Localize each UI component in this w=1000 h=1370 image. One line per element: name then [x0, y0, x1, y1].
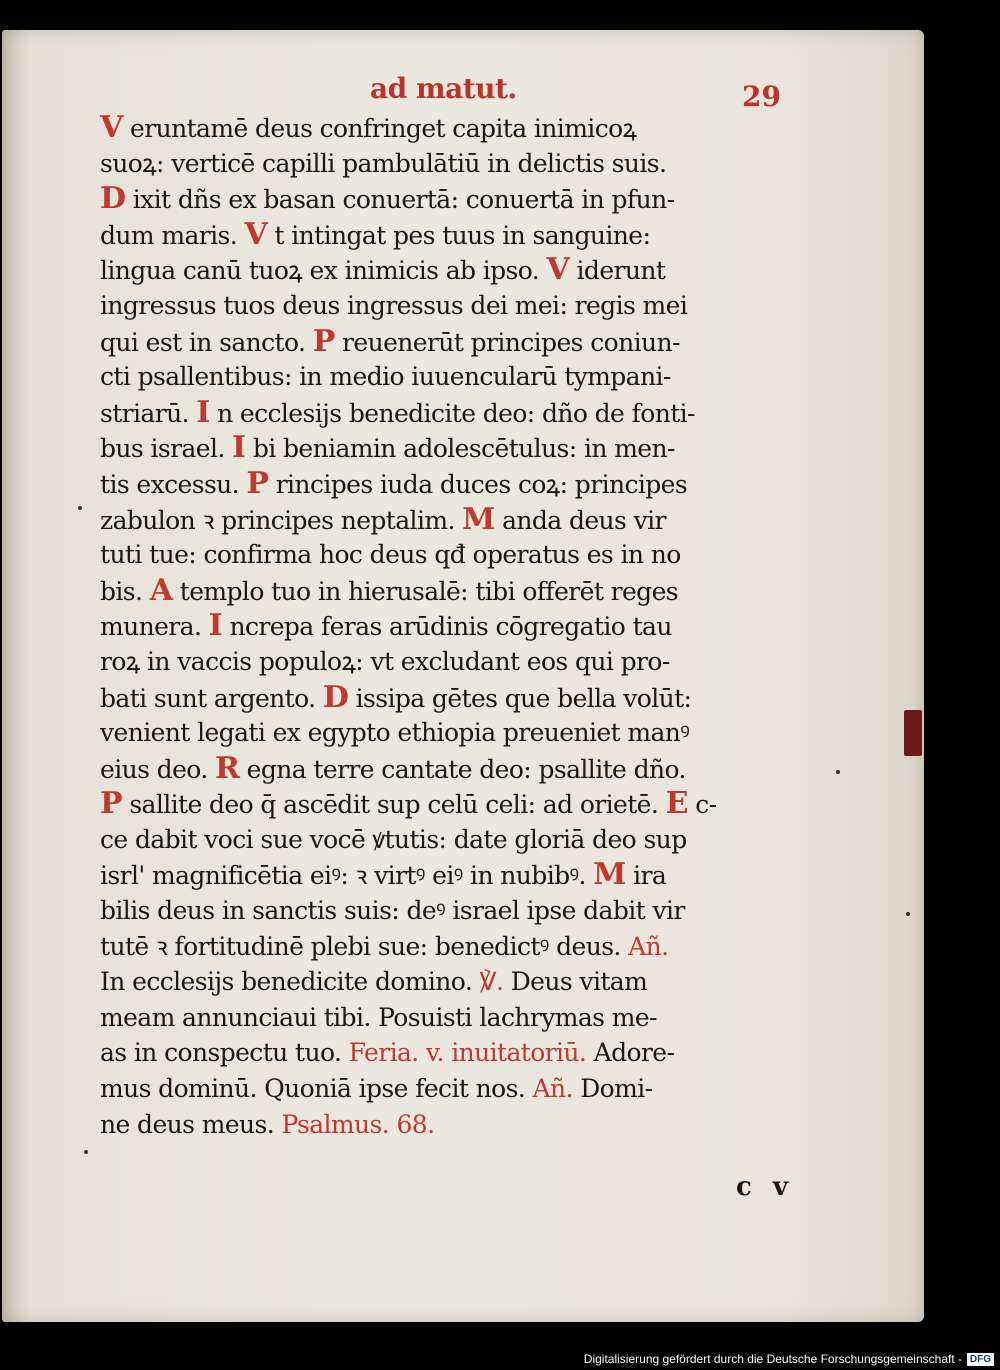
- text-line: [100, 715, 830, 751]
- text-segment: tis excessu.: [100, 469, 247, 499]
- text-segment: n ecclesijs benedicite deo: dño de fonti-: [209, 398, 695, 428]
- rubricated-initial: R: [214, 750, 240, 786]
- text-segment: mus dominū. Quoniā ipse fecit nos.: [100, 1074, 533, 1104]
- rubric-text: ℣.: [479, 967, 504, 997]
- ink-speck: [836, 770, 840, 774]
- text-line: [100, 466, 830, 502]
- text-line: [100, 1035, 830, 1071]
- text-segment: bis.: [100, 576, 150, 606]
- ink-speck: [78, 506, 82, 510]
- footer-bar: [0, 1350, 1000, 1370]
- text-segment: issipa gētes que bella volūt:: [348, 683, 692, 713]
- text-line: [100, 537, 830, 573]
- text-segment: bilis deus in sanctis suis: deꝰ israel ipse dabit vir: [100, 896, 685, 926]
- text-segment: cti psallentibus: in medio iuuencularū tympani-: [100, 362, 671, 392]
- text-segment: dum maris.: [100, 220, 245, 250]
- rubricated-initial: A: [149, 572, 173, 608]
- text-segment: egna terre cantate deo: psallite dño.: [239, 754, 686, 784]
- rubricated-initial: I: [208, 608, 223, 644]
- text-segment: roꝝ in vaccis populoꝝ: vt excludant eos qui pro-: [100, 646, 670, 676]
- text-line: [100, 181, 830, 217]
- text-segment: Deus vitam: [503, 967, 648, 997]
- text-line: [100, 751, 830, 787]
- rubricated-initial: D: [322, 679, 349, 715]
- text-segment: suoꝝ: verticē capilli pambulātiū in delictis suis.: [100, 148, 667, 178]
- rubricated-initial: P: [246, 465, 269, 501]
- ink-speck: [84, 1150, 88, 1154]
- text-segment: eruntamē deus confringet capita inimicoꝝ: [122, 114, 637, 143]
- text-line: [100, 786, 830, 822]
- text-segment: ira: [625, 861, 667, 891]
- rubricated-initial: I: [196, 394, 210, 430]
- rubricated-initial: D: [100, 181, 126, 217]
- text-segment: t intingat pes tuus in sanguine:: [267, 220, 651, 250]
- text-line: [100, 893, 830, 929]
- text-line: [100, 217, 830, 253]
- text-segment: bati sunt argento.: [100, 683, 323, 713]
- text-line: [100, 252, 830, 288]
- text-line: [100, 430, 830, 466]
- text-segment: munera.: [100, 612, 209, 642]
- text-line: [100, 146, 830, 182]
- text-line: [100, 680, 830, 716]
- text-segment: isrl' magnificētia eiꝰ: ꝛ virtꝰ eiꝰ in nubibꝰ.: [100, 861, 594, 891]
- red-tab-marker: [904, 710, 922, 756]
- text-segment: c-: [687, 790, 717, 820]
- rubric-text: Psalmus. 68.: [281, 1109, 435, 1139]
- text-line: [100, 822, 830, 858]
- rubricated-initial: P: [312, 323, 335, 359]
- text-line: [100, 359, 830, 395]
- text-line: [100, 573, 830, 609]
- text-segment: anda deus vir: [494, 505, 666, 535]
- text-segment: tuti tue: confirma hoc deus qđ operatus es in no: [100, 540, 681, 570]
- text-segment: Domi-: [572, 1074, 653, 1104]
- text-line: [100, 964, 830, 1000]
- rubric-text: Añ.: [628, 931, 669, 961]
- rubricated-initial: M: [462, 501, 495, 537]
- text-segment: as in conspectu tuo.: [100, 1038, 349, 1068]
- text-segment: bi beniamin adolescētulus: in men-: [245, 434, 675, 464]
- text-segment: ncrepa feras arūdinis cōgregatio tau: [222, 612, 672, 642]
- text-segment: qui est in sancto.: [100, 327, 313, 357]
- text-line: [100, 288, 830, 324]
- rubric-text: Feria. v. inuitatoriū.: [348, 1038, 587, 1068]
- ink-speck: [906, 912, 910, 916]
- text-line: [100, 929, 830, 965]
- text-line: [100, 110, 830, 146]
- text-segment: tutē ꝛ fortitudinē plebi sue: benedictꝰ deus.: [100, 931, 629, 961]
- text-segment: venient legati ex egypto ethiopia preueniet manꝰ: [100, 718, 690, 748]
- rubricated-initial: P: [100, 786, 122, 822]
- running-head: ad matut.: [370, 72, 517, 105]
- text-block: [100, 110, 830, 1142]
- text-segment: ingressus tuos deus ingressus dei mei: regis mei: [100, 290, 688, 320]
- text-segment: meam annunciaui tibi.: [100, 1002, 379, 1032]
- rubricated-initial: E: [665, 786, 688, 822]
- text-line: [100, 1107, 830, 1143]
- signature-mark: c v: [736, 1172, 794, 1202]
- text-segment: Adore-: [586, 1038, 675, 1068]
- text-line: [100, 502, 830, 538]
- text-segment: ixit dñs ex basan conuertā: conuertā in pfun-: [125, 185, 675, 215]
- dfg-logo: DFG: [967, 1353, 994, 1366]
- funding-credit: Digitalisierung gefördert durch die Deutsche Forschungsgemeinschaft -: [583, 1352, 962, 1366]
- text-segment: iderunt: [569, 256, 666, 286]
- text-segment: ce dabit voci sue vocē ꝟtutis: date gloriā deo sup: [100, 824, 687, 854]
- rubricated-initial: V: [244, 216, 268, 252]
- folio-number: 29: [742, 80, 781, 113]
- text-segment: eius deo.: [100, 754, 215, 784]
- text-segment: sallite deo q̄ ascēdit sup celū celi: ad orietē.: [121, 790, 666, 820]
- text-line: [100, 1000, 830, 1036]
- rubricated-initial: V: [546, 252, 570, 288]
- text-line: [100, 857, 830, 893]
- text-line: [100, 1071, 830, 1107]
- rubric-text: Añ.: [532, 1074, 573, 1104]
- text-segment: templo tuo in hierusalē: tibi offerēt reges: [172, 576, 678, 606]
- text-line: [100, 324, 830, 360]
- rubricated-initial: M: [593, 857, 626, 893]
- text-segment: striarū.: [100, 398, 197, 428]
- text-segment: Posuisti lachrymas me-: [378, 1002, 657, 1032]
- text-segment: reuenerūt principes coniun-: [334, 327, 680, 357]
- text-segment: lingua canū tuoꝝ ex inimicis ab ipso.: [100, 256, 547, 286]
- text-segment: rincipes iuda duces coꝝ: principes: [268, 469, 688, 499]
- text-line: [100, 608, 830, 644]
- text-segment: bus israel.: [100, 434, 233, 464]
- rubricated-initial: I: [232, 430, 246, 466]
- text-segment: In ecclesijs benedicite domino.: [100, 967, 480, 997]
- text-segment: ne deus meus.: [100, 1109, 282, 1139]
- text-line: [100, 395, 830, 431]
- text-line: [100, 644, 830, 680]
- text-segment: zabulon ꝛ principes neptalim.: [100, 505, 463, 535]
- rubricated-initial: V: [100, 110, 123, 145]
